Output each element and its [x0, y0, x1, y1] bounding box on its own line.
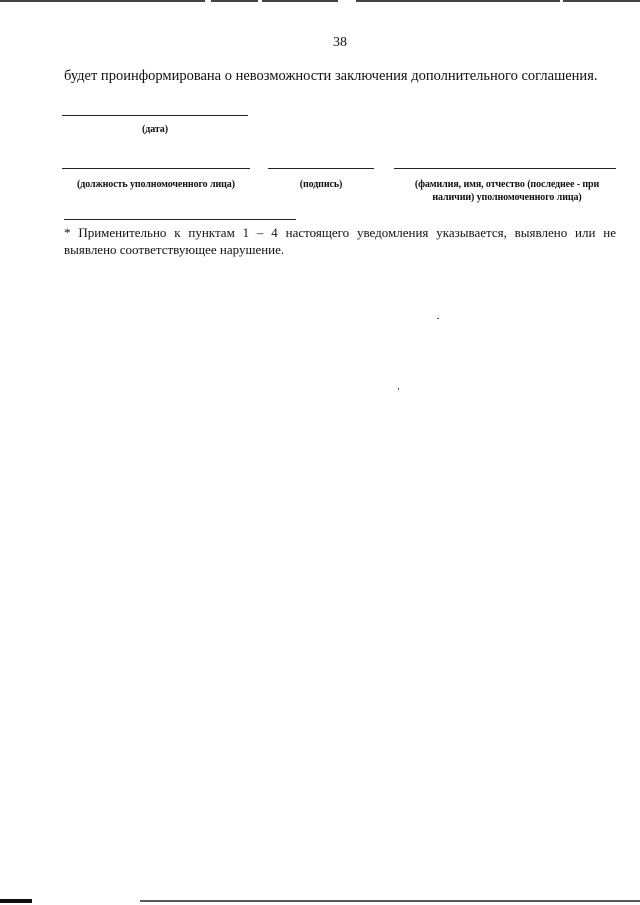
scan-gap — [338, 0, 356, 3]
scan-edge-bottom — [140, 900, 640, 902]
scan-speck — [437, 318, 439, 319]
position-line — [62, 168, 250, 169]
signature-caption: (подпись) — [299, 179, 343, 190]
scan-edge-top — [0, 0, 640, 2]
scan-speck — [398, 388, 399, 390]
scan-gap — [560, 0, 563, 3]
date-line — [62, 115, 248, 116]
body-text: будет проинформирована о невозможности заключения дополнительного соглашения. — [64, 68, 598, 84]
footnote-separator — [64, 219, 296, 220]
signature-line — [268, 168, 374, 169]
scan-gap — [258, 0, 262, 3]
date-caption: (дата) — [142, 124, 168, 135]
scan-edge-bottom-left — [0, 899, 32, 903]
name-line — [394, 168, 616, 169]
footnote-text: * Применительно к пунктам 1 – 4 настоящего уведомления указывается, выявлено или не выявлено соответствующее нарушение. — [64, 225, 616, 257]
scan-gap — [205, 0, 211, 3]
position-caption: (должность уполномоченного лица) — [77, 179, 235, 190]
name-caption: (фамилия, имя, отчество (последнее - при наличии) уполномоченного лица) — [414, 179, 600, 203]
page-number: 38 — [333, 35, 347, 50]
